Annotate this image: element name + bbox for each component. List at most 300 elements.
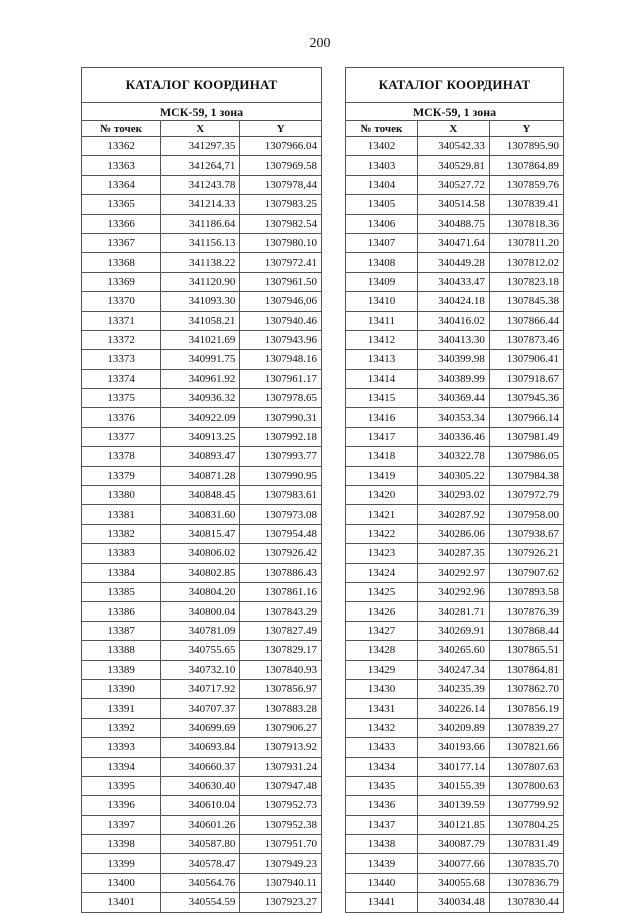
y-coordinate-cell: 1307940.46 [240,311,322,330]
point-number-cell: 13409 [346,272,418,291]
x-coordinate-cell: 340449.28 [417,253,489,272]
column-header-x: X [417,121,489,137]
y-coordinate-cell: 1307984.38 [489,466,563,485]
point-number-cell: 13428 [346,641,418,660]
table-row [82,311,322,330]
x-coordinate-cell: 341264,71 [161,156,240,175]
point-number-cell: 13394 [82,757,161,776]
table-row [82,757,322,776]
table-row [346,776,564,795]
point-number-cell: 13439 [346,854,418,873]
table-row [82,233,322,252]
x-coordinate-cell: 340287.35 [417,544,489,563]
table-row [346,195,564,214]
x-coordinate-cell: 340322.78 [417,447,489,466]
table-row [82,466,322,485]
y-coordinate-cell: 1307981.49 [489,427,563,446]
point-number-cell: 13369 [82,272,161,291]
point-number-cell: 13424 [346,563,418,582]
y-coordinate-cell: 1307945.36 [489,389,563,408]
table-row [346,427,564,446]
x-coordinate-cell: 341214.33 [161,195,240,214]
x-coordinate-cell: 340209.89 [417,718,489,737]
x-coordinate-cell: 340961.92 [161,369,240,388]
table-row [346,330,564,349]
table-row [82,738,322,757]
point-number-cell: 13427 [346,621,418,640]
table-row [346,738,564,757]
y-coordinate-cell: 1307982.54 [240,214,322,233]
point-number-cell: 13365 [82,195,161,214]
x-coordinate-cell: 340922.09 [161,408,240,427]
table-row [82,815,322,834]
y-coordinate-cell: 1307868.44 [489,621,563,640]
point-number-cell: 13368 [82,253,161,272]
y-coordinate-cell: 1307856.19 [489,699,563,718]
x-coordinate-cell: 341156.13 [161,233,240,252]
y-coordinate-cell: 1307831.49 [489,835,563,854]
y-coordinate-cell: 1307966.14 [489,408,563,427]
point-number-cell: 13366 [82,214,161,233]
table-row [346,873,564,892]
y-coordinate-cell: 1307827.49 [240,621,322,640]
point-number-cell: 13406 [346,214,418,233]
x-coordinate-cell: 340247.34 [417,660,489,679]
table-row [346,582,564,601]
point-number-cell: 13373 [82,350,161,369]
point-number-cell: 13433 [346,738,418,757]
y-coordinate-cell: 1307966.04 [240,137,322,156]
point-number-cell: 13364 [82,175,161,194]
table-row [82,369,322,388]
x-coordinate-cell: 341120.90 [161,272,240,291]
x-coordinate-cell: 340578.47 [161,854,240,873]
table-row [346,602,564,621]
x-coordinate-cell: 340226.14 [417,699,489,718]
point-number-cell: 13401 [82,893,161,912]
table-row [346,505,564,524]
y-coordinate-cell: 1307961.17 [240,369,322,388]
y-coordinate-cell: 1307958.00 [489,505,563,524]
point-number-cell: 13375 [82,389,161,408]
point-number-cell: 13404 [346,175,418,194]
table-row [346,408,564,427]
x-coordinate-cell: 340660.37 [161,757,240,776]
table-row [346,292,564,311]
y-coordinate-cell: 1307843.29 [240,602,322,621]
table-row [346,486,564,505]
x-coordinate-cell: 340601.26 [161,815,240,834]
table-row [82,350,322,369]
point-number-cell: 13422 [346,524,418,543]
x-coordinate-cell: 340936.32 [161,389,240,408]
table-row [82,505,322,524]
y-coordinate-cell: 1307812.02 [489,253,563,272]
y-coordinate-cell: 1307947.48 [240,776,322,795]
y-coordinate-cell: 1307952.73 [240,796,322,815]
y-coordinate-cell: 1307978,44 [240,175,322,194]
point-number-cell: 13412 [346,330,418,349]
y-coordinate-cell: 1307865.51 [489,641,563,660]
x-coordinate-cell: 340514.58 [417,195,489,214]
point-number-cell: 13398 [82,835,161,854]
y-coordinate-cell: 1307938.67 [489,524,563,543]
table-row [82,660,322,679]
point-number-cell: 13381 [82,505,161,524]
y-coordinate-cell: 1307961.50 [240,272,322,291]
point-number-cell: 13419 [346,466,418,485]
x-coordinate-cell: 340800.04 [161,602,240,621]
x-coordinate-cell: 340433.47 [417,272,489,291]
point-number-cell: 13371 [82,311,161,330]
x-coordinate-cell: 340802.85 [161,563,240,582]
point-number-cell: 13380 [82,486,161,505]
catalog-body [82,137,322,913]
table-row [82,835,322,854]
column-header-point-number: № точек [82,121,161,137]
table-row [82,893,322,912]
point-number-cell: 13402 [346,137,418,156]
x-coordinate-cell: 340193.66 [417,738,489,757]
x-coordinate-cell: 340269.91 [417,621,489,640]
point-number-cell: 13414 [346,369,418,388]
x-coordinate-cell: 340265.60 [417,641,489,660]
point-number-cell: 13393 [82,738,161,757]
x-coordinate-cell: 340564.76 [161,873,240,892]
point-number-cell: 13388 [82,641,161,660]
table-row [82,718,322,737]
y-coordinate-cell: 1307990.31 [240,408,322,427]
y-coordinate-cell: 1307807.63 [489,757,563,776]
table-row [346,156,564,175]
point-number-cell: 13389 [82,660,161,679]
table-row [346,350,564,369]
point-number-cell: 13391 [82,699,161,718]
point-number-cell: 13395 [82,776,161,795]
y-coordinate-cell: 1307980.10 [240,233,322,252]
point-number-cell: 13438 [346,835,418,854]
y-coordinate-cell: 1307926.21 [489,544,563,563]
catalog-body [346,137,564,913]
y-coordinate-cell: 1307952.38 [240,815,322,834]
x-coordinate-cell: 340848.45 [161,486,240,505]
catalog-title: КАТАЛОГ КООРДИНАТ [82,68,322,103]
y-coordinate-cell: 1307811.20 [489,233,563,252]
x-coordinate-cell: 340292.96 [417,582,489,601]
y-coordinate-cell: 1307818.36 [489,214,563,233]
point-number-cell: 13429 [346,660,418,679]
y-coordinate-cell: 1307954.48 [240,524,322,543]
table-row [82,544,322,563]
x-coordinate-cell: 341093.30 [161,292,240,311]
y-coordinate-cell: 1307940.11 [240,873,322,892]
y-coordinate-cell: 1307918.67 [489,369,563,388]
point-number-cell: 13430 [346,679,418,698]
point-number-cell: 13418 [346,447,418,466]
x-coordinate-cell: 341243.78 [161,175,240,194]
table-row [346,854,564,873]
x-coordinate-cell: 340806.02 [161,544,240,563]
table-row [82,175,322,194]
point-number-cell: 13382 [82,524,161,543]
point-number-cell: 13403 [346,156,418,175]
y-coordinate-cell: 1307972.79 [489,486,563,505]
x-coordinate-cell: 340693.84 [161,738,240,757]
table-row [82,776,322,795]
point-number-cell: 13374 [82,369,161,388]
table-row [346,563,564,582]
x-coordinate-cell: 340781.09 [161,621,240,640]
x-coordinate-cell: 340305.22 [417,466,489,485]
y-coordinate-cell: 1307931.24 [240,757,322,776]
point-number-cell: 13383 [82,544,161,563]
x-coordinate-cell: 340293.02 [417,486,489,505]
point-number-cell: 13440 [346,873,418,892]
y-coordinate-cell: 1307799.92 [489,796,563,815]
table-row [346,137,564,156]
x-coordinate-cell: 340554.59 [161,893,240,912]
column-header-y: Y [489,121,563,137]
y-coordinate-cell: 1307895.90 [489,137,563,156]
y-coordinate-cell: 1307821.66 [489,738,563,757]
y-coordinate-cell: 1307876.39 [489,602,563,621]
point-number-cell: 13387 [82,621,161,640]
y-coordinate-cell: 1307862.70 [489,679,563,698]
point-number-cell: 13377 [82,427,161,446]
x-coordinate-cell: 340471.64 [417,233,489,252]
table-row [82,582,322,601]
column-header-point-number: № точек [346,121,418,137]
x-coordinate-cell: 341297.35 [161,137,240,156]
x-coordinate-cell: 340732.10 [161,660,240,679]
y-coordinate-cell: 1307830.44 [489,893,563,912]
point-number-cell: 13415 [346,389,418,408]
point-number-cell: 13399 [82,854,161,873]
table-row [346,369,564,388]
table-row [346,893,564,912]
table-row [346,524,564,543]
table-row [82,873,322,892]
x-coordinate-cell: 340542.33 [417,137,489,156]
y-coordinate-cell: 1307835.70 [489,854,563,873]
x-coordinate-cell: 340630.40 [161,776,240,795]
x-coordinate-cell: 340034.48 [417,893,489,912]
point-number-cell: 13421 [346,505,418,524]
y-coordinate-cell: 1307983.25 [240,195,322,214]
point-number-cell: 13390 [82,679,161,698]
y-coordinate-cell: 1307906.27 [240,718,322,737]
table-row [346,815,564,834]
table-row [82,330,322,349]
x-coordinate-cell: 340155.39 [417,776,489,795]
y-coordinate-cell: 1307866.44 [489,311,563,330]
x-coordinate-cell: 340527.72 [417,175,489,194]
x-coordinate-cell: 340893.47 [161,447,240,466]
table-row [82,602,322,621]
table-row [346,544,564,563]
x-coordinate-cell: 340235.39 [417,679,489,698]
x-coordinate-cell: 340699.69 [161,718,240,737]
table-row [346,214,564,233]
point-number-cell: 13396 [82,796,161,815]
y-coordinate-cell: 1307972.41 [240,253,322,272]
table-row [82,679,322,698]
point-number-cell: 13408 [346,253,418,272]
y-coordinate-cell: 1307864.81 [489,660,563,679]
table-row [82,195,322,214]
x-coordinate-cell: 340871.28 [161,466,240,485]
table-row [346,233,564,252]
catalog-zone: МСК-59, 1 зона [82,103,322,121]
y-coordinate-cell: 1307923.27 [240,893,322,912]
x-coordinate-cell: 340287.92 [417,505,489,524]
x-coordinate-cell: 341021.69 [161,330,240,349]
point-number-cell: 13405 [346,195,418,214]
point-number-cell: 13379 [82,466,161,485]
x-coordinate-cell: 341186.64 [161,214,240,233]
x-coordinate-cell: 340281.71 [417,602,489,621]
table-row [346,175,564,194]
point-number-cell: 13407 [346,233,418,252]
point-number-cell: 13362 [82,137,161,156]
table-row [346,699,564,718]
x-coordinate-cell: 340488.75 [417,214,489,233]
point-number-cell: 13372 [82,330,161,349]
table-row [346,311,564,330]
x-coordinate-cell: 340369.44 [417,389,489,408]
y-coordinate-cell: 1307926.42 [240,544,322,563]
x-coordinate-cell: 340055.68 [417,873,489,892]
point-number-cell: 13392 [82,718,161,737]
x-coordinate-cell: 340139.59 [417,796,489,815]
point-number-cell: 13397 [82,815,161,834]
x-coordinate-cell: 340413.30 [417,330,489,349]
point-number-cell: 13423 [346,544,418,563]
catalog-zone: МСК-59, 1 зона [346,103,564,121]
table-row [346,796,564,815]
point-number-cell: 13436 [346,796,418,815]
y-coordinate-cell: 1307804.25 [489,815,563,834]
x-coordinate-cell: 341138.22 [161,253,240,272]
x-coordinate-cell: 340087.79 [417,835,489,854]
table-row [82,621,322,640]
left-coordinate-catalog [81,67,322,913]
point-number-cell: 13437 [346,815,418,834]
table-row [82,641,322,660]
table-row [346,757,564,776]
table-row [82,427,322,446]
table-row [82,389,322,408]
table-row [346,621,564,640]
column-header-y: Y [240,121,322,137]
x-coordinate-cell: 340389.99 [417,369,489,388]
point-number-cell: 13431 [346,699,418,718]
point-number-cell: 13367 [82,233,161,252]
y-coordinate-cell: 1307978.65 [240,389,322,408]
x-coordinate-cell: 340913.25 [161,427,240,446]
point-number-cell: 13363 [82,156,161,175]
x-coordinate-cell: 340610.04 [161,796,240,815]
x-coordinate-cell: 340121.85 [417,815,489,834]
y-coordinate-cell: 1307873.46 [489,330,563,349]
y-coordinate-cell: 1307864.89 [489,156,563,175]
x-coordinate-cell: 340587.80 [161,835,240,854]
y-coordinate-cell: 1307856.97 [240,679,322,698]
y-coordinate-cell: 1307836.79 [489,873,563,892]
y-coordinate-cell: 1307983.61 [240,486,322,505]
y-coordinate-cell: 1307949.23 [240,854,322,873]
point-number-cell: 13426 [346,602,418,621]
point-number-cell: 13425 [346,582,418,601]
y-coordinate-cell: 1307993.77 [240,447,322,466]
x-coordinate-cell: 340286.06 [417,524,489,543]
y-coordinate-cell: 1307839.27 [489,718,563,737]
table-row [82,486,322,505]
table-row [346,835,564,854]
table-row [346,272,564,291]
y-coordinate-cell: 1307840.93 [240,660,322,679]
point-number-cell: 13420 [346,486,418,505]
table-row [82,272,322,291]
table-row [82,699,322,718]
y-coordinate-cell: 1307829.17 [240,641,322,660]
point-number-cell: 13441 [346,893,418,912]
point-number-cell: 13386 [82,602,161,621]
table-row [346,389,564,408]
x-coordinate-cell: 340424.18 [417,292,489,311]
point-number-cell: 13370 [82,292,161,311]
y-coordinate-cell: 1307990.95 [240,466,322,485]
column-header-x: X [161,121,240,137]
point-number-cell: 13376 [82,408,161,427]
table-row [82,253,322,272]
y-coordinate-cell: 1307986.05 [489,447,563,466]
right-coordinate-catalog [345,67,564,913]
table-row [82,796,322,815]
table-row [346,679,564,698]
y-coordinate-cell: 1307913.92 [240,738,322,757]
point-number-cell: 13435 [346,776,418,795]
x-coordinate-cell: 340399.98 [417,350,489,369]
table-row [82,137,322,156]
y-coordinate-cell: 1307845.38 [489,292,563,311]
table-row [82,408,322,427]
y-coordinate-cell: 1307839.41 [489,195,563,214]
point-number-cell: 13378 [82,447,161,466]
table-row [346,660,564,679]
x-coordinate-cell: 340815.47 [161,524,240,543]
x-coordinate-cell: 340717.92 [161,679,240,698]
y-coordinate-cell: 1307861.16 [240,582,322,601]
table-row [82,524,322,543]
page-number: 200 [309,36,331,51]
table-row [346,447,564,466]
y-coordinate-cell: 1307943.96 [240,330,322,349]
y-coordinate-cell: 1307992.18 [240,427,322,446]
point-number-cell: 13413 [346,350,418,369]
x-coordinate-cell: 341058.21 [161,311,240,330]
y-coordinate-cell: 1307969.58 [240,156,322,175]
y-coordinate-cell: 1307946,06 [240,292,322,311]
point-number-cell: 13434 [346,757,418,776]
table-row [82,854,322,873]
y-coordinate-cell: 1307859.76 [489,175,563,194]
point-number-cell: 13384 [82,563,161,582]
point-number-cell: 13432 [346,718,418,737]
x-coordinate-cell: 340336.46 [417,427,489,446]
x-coordinate-cell: 340292.97 [417,563,489,582]
y-coordinate-cell: 1307973.08 [240,505,322,524]
